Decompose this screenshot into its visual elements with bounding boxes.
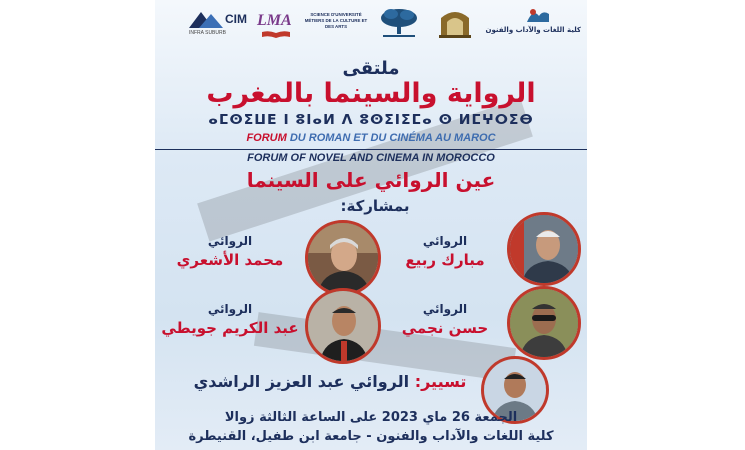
tree-logo [377,6,421,40]
speaker-photo-1 [308,223,378,293]
forum-small-title: ملتقى [342,58,400,79]
title-divider [155,149,587,150]
science-culture-logo-text: SCIENCE D'UNIVERSITÉ MÉTIERS DE LA CULTURE ET DES ARTS [304,12,368,29]
session-title: عين الروائي على السينما [246,168,496,192]
speaker-portrait-1 [305,220,381,296]
speaker-name-3: عبد الكريم جويطي [161,319,299,337]
speaker-title-4: الروائي [422,302,468,316]
forum-french-rest: DU ROMAN ET DU CINÉMA AU MAROC [289,132,496,144]
lma-logo-text: LMA [257,12,292,29]
science-culture-logo [303,12,369,38]
speaker-photo-3 [308,291,378,361]
faculty-logo-text: كلية اللغات والآداب والفنون [485,26,581,34]
university-building-icon [435,6,475,40]
university-building-logo [435,6,475,40]
forum-english-title [155,152,587,164]
forum-main-title: الرواية والسينما بالمغرب [206,78,536,109]
tree-icon [377,6,421,40]
speaker-portrait-4 [507,286,581,360]
speaker-name-2: مبارك ربيع [405,251,485,269]
speaker-title-3: الروائي [207,302,253,316]
cim-logo-subtext: INFRA SUBURB [189,30,226,36]
lma-logo [255,6,297,40]
speaker-name-1: محمد الأشعري [176,251,284,269]
forum-english-lead: FORUM [247,152,288,164]
participation-label: بمشاركة: [340,197,410,215]
moderator-line [185,372,475,391]
logo-strip [155,4,587,40]
event-date-line: الجمعة 26 ماي 2023 على الساعة الثالثة زوالا [224,410,518,425]
forum-french-lead: FORUM [246,132,287,144]
speaker-title-1: الروائي [207,234,253,248]
event-poster [155,0,587,450]
cim-logo-text: CIM [225,12,247,26]
speaker-name-4: حسن نجمي [401,319,489,337]
speaker-photo-2 [510,215,578,283]
moderator-label: تسيير: [414,372,467,391]
event-venue-line: كلية اللغات والآداب والفنون - جامعة ابن طفيل، القنيطرة [188,429,554,444]
forum-french-title [155,132,587,144]
forum-english-rest: OF NOVEL AND CINEMA IN MOROCCO [290,152,495,164]
speaker-portrait-2 [507,212,581,286]
speaker-photo-4 [510,289,578,357]
faculty-emblem-icon [525,6,551,24]
speaker-title-2: الروائي [422,234,468,248]
forum-tifinagh-title: ⴰⵎⵙⵉⵡⴹ ⵏ ⵓⵏⴰⵍ ⴷ ⵓⵙⵉⵏⵉⵎⴰ ⵙ ⵍⵎⵖⵔⵉⴱ [208,112,534,128]
moderator-name: الروائي عبد العزيز الراشدي [193,372,410,391]
cim-logo [185,8,245,38]
book-icon [261,30,291,38]
faculty-logo [485,6,581,40]
speaker-portrait-3 [305,288,381,364]
